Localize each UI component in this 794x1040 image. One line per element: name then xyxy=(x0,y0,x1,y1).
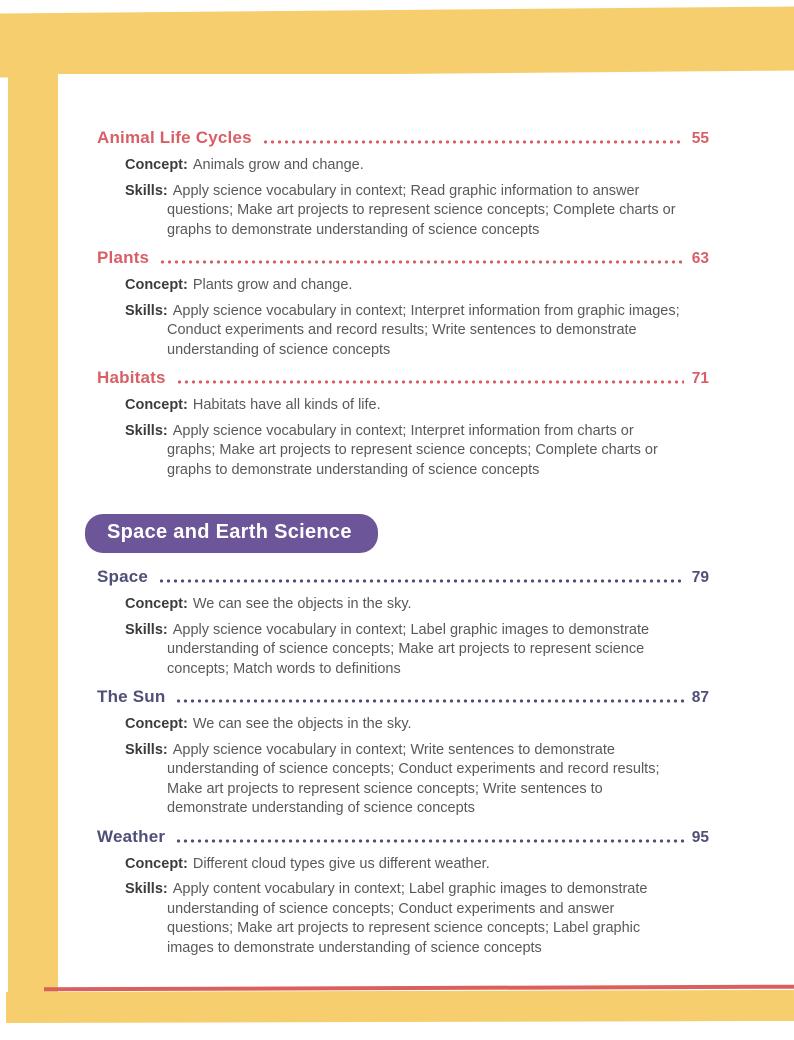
toc-entry-title: Space xyxy=(97,567,149,586)
section-banner-title: Space and Earth Science xyxy=(107,521,352,543)
concept-line xyxy=(125,855,706,875)
concept-line xyxy=(125,595,706,615)
toc-entry-title: Habitats xyxy=(97,368,166,387)
scan-yellow-strip-left xyxy=(8,40,58,1015)
concept-text: We can see the objects in the sky. xyxy=(192,596,412,612)
concept-line xyxy=(125,715,706,735)
concept-label: Concept: xyxy=(125,855,188,872)
toc-entry-title: Weather xyxy=(97,826,166,846)
skills-label: Skills: xyxy=(125,741,168,758)
concept-label: Concept: xyxy=(125,277,188,293)
toc-entry-page-number: 87 xyxy=(691,689,709,706)
dotted-leader xyxy=(159,260,684,264)
concept-label: Concept: xyxy=(125,716,188,732)
dotted-leader xyxy=(175,839,684,843)
skills-text: Apply science vocabulary in context; Read graphic information to answer questions; Make art projects to represent science concepts; Complete charts or graphs to demonstrate understanding of science concepts xyxy=(167,182,676,238)
toc-entry-title: The Sun xyxy=(97,687,166,706)
skills-line xyxy=(125,182,682,241)
dotted-leader xyxy=(176,380,684,384)
skills-text: Apply content vocabulary in context; Label graphic images to demonstrate understanding of science concepts; Conduct experiments and answer questions; Make art projects to represent science concepts; Label graphic images to demonstrate understanding of science concepts xyxy=(167,881,648,956)
toc-entry xyxy=(97,368,709,480)
concept-line xyxy=(125,156,706,176)
section-banner xyxy=(85,514,378,553)
skills-line xyxy=(125,880,682,958)
toc-entry xyxy=(97,827,709,959)
toc-entry-heading xyxy=(97,827,709,847)
concept-label: Concept: xyxy=(125,596,188,612)
toc-entry-heading xyxy=(97,248,709,268)
skills-label: Skills: xyxy=(125,182,168,199)
table-of-contents xyxy=(97,128,709,966)
skills-line xyxy=(125,741,682,819)
toc-entry xyxy=(97,687,709,819)
skills-line xyxy=(125,621,682,680)
skills-line xyxy=(125,302,682,361)
scan-yellow-band-top xyxy=(0,6,794,77)
skills-label: Skills: xyxy=(125,881,168,897)
toc-entry-heading xyxy=(97,567,709,587)
toc-entry-title: Animal Life Cycles xyxy=(97,128,252,147)
concept-text: Habitats have all kinds of life. xyxy=(192,397,381,413)
concept-text: Plants grow and change. xyxy=(192,277,353,293)
scan-yellow-band-bottom xyxy=(6,990,794,1023)
skills-label: Skills: xyxy=(125,302,168,319)
skills-text: Apply science vocabulary in context; Label graphic images to demonstrate understanding of science concepts; Make art projects to represent science concepts; Match words to definitions xyxy=(167,621,650,677)
skills-text: Apply science vocabulary in context; Write sentences to demonstrate understanding of science concepts; Conduct experiments and record results; Make art projects to represent science concepts; Write sentences to demonstrate understanding of science concepts xyxy=(167,741,660,816)
skills-label: Skills: xyxy=(125,621,168,638)
toc-entry-page-number: 55 xyxy=(691,130,709,147)
skills-line xyxy=(125,422,682,481)
toc-entry-page-number: 79 xyxy=(691,569,709,586)
toc-entry-heading xyxy=(97,128,709,148)
skills-text: Apply science vocabulary in context; Interpret information from graphic images; Conduct experiments and record results; Write sentences to demonstrate understanding of science concepts xyxy=(167,302,680,358)
toc-entry xyxy=(97,567,709,679)
concept-text: Different cloud types give us different weather. xyxy=(192,855,490,872)
skills-label: Skills: xyxy=(125,422,168,439)
toc-entry xyxy=(97,128,709,240)
toc-entry-heading xyxy=(97,368,709,388)
concept-label: Concept: xyxy=(125,397,188,413)
page xyxy=(58,74,794,986)
toc-entry xyxy=(97,248,709,360)
concept-line xyxy=(125,276,706,296)
toc-entry-heading xyxy=(97,687,709,707)
dotted-leader xyxy=(158,579,684,583)
toc-entry-title: Plants xyxy=(97,248,150,267)
toc-entry-page-number: 63 xyxy=(691,250,709,267)
concept-text: We can see the objects in the sky. xyxy=(192,716,412,732)
dotted-leader xyxy=(262,140,684,144)
toc-entry-page-number: 95 xyxy=(691,828,709,846)
concept-label: Concept: xyxy=(125,157,188,173)
concept-text: Animals grow and change. xyxy=(192,157,364,173)
concept-line xyxy=(125,396,706,416)
toc-entry-page-number: 71 xyxy=(691,370,709,387)
dotted-leader xyxy=(175,699,683,703)
skills-text: Apply science vocabulary in context; Interpret information from charts or graphs; Make art projects to represent science concepts; Complete charts or graphs to demonstrate understanding of science concepts xyxy=(167,422,658,478)
